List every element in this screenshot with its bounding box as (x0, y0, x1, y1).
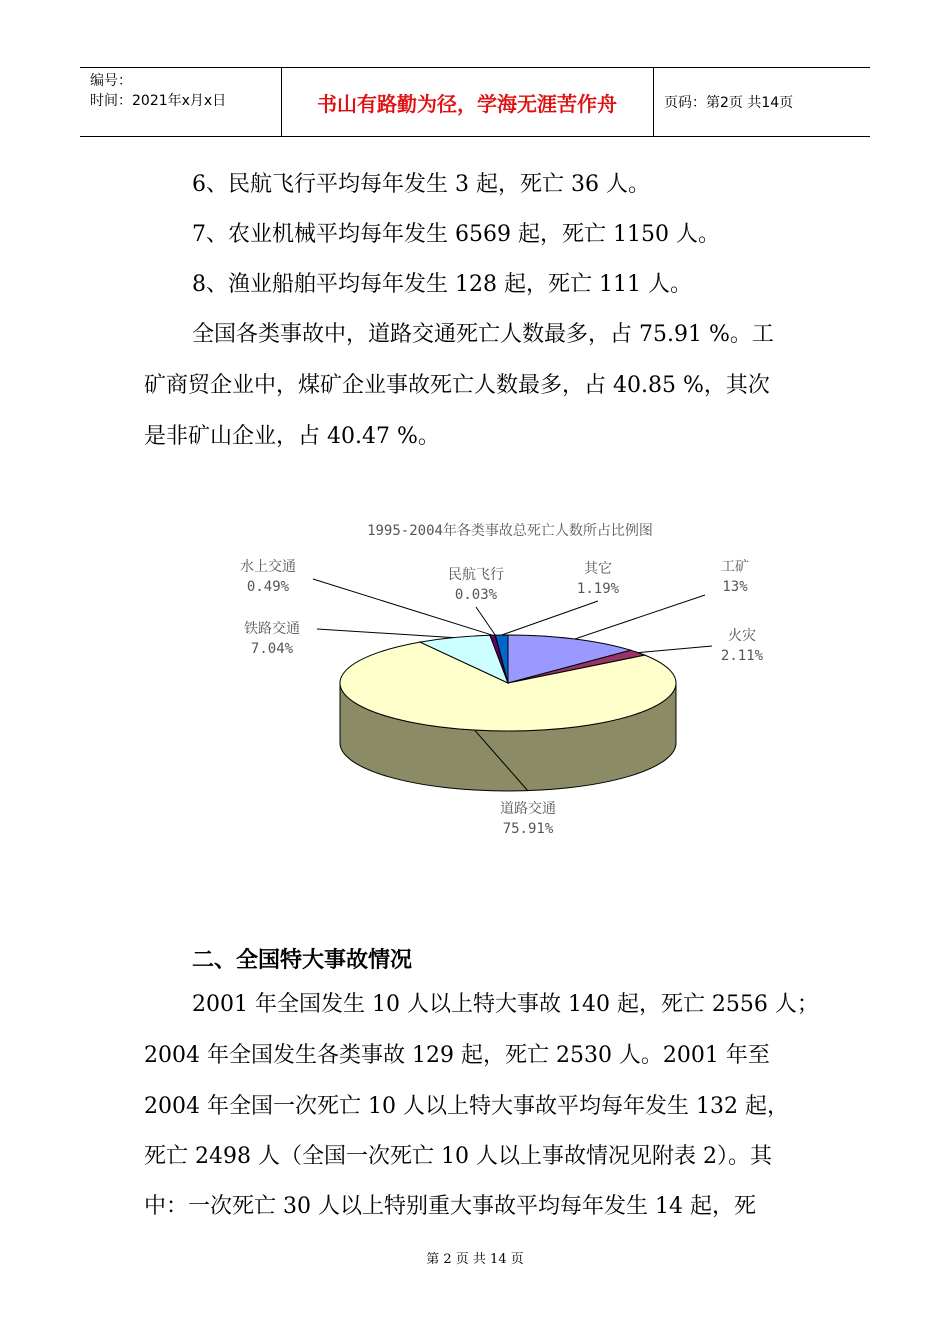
paragraph-summary-line: 是非矿山企业，占 40.47 %。 (144, 424, 440, 449)
section-line: 2004 年全国一次死亡 10 人以上特大事故平均每年发生 132 起， (144, 1094, 789, 1119)
paragraph-summary-line: 全国各类事故中，道路交通死亡人数最多，占 75.91 %。工 (192, 322, 774, 347)
section-line: 中：一次死亡 30 人以上特别重大事故平均每年发生 14 起，死 (144, 1194, 756, 1219)
pie-leader-line (638, 646, 712, 653)
pie-category-label: 其它 (584, 561, 612, 577)
pie-value-label: 7.04% (250, 641, 294, 657)
pie-value-label: 13% (722, 579, 748, 595)
chart-title: 1995-2004年各类事故总死亡人数所占比例图 (367, 523, 653, 539)
pie-category-label: 火灾 (728, 628, 756, 644)
pie-value-label: 2.11% (720, 648, 764, 664)
pie-chart (230, 515, 790, 855)
page-footer: 第 2 页 共 14 页 (426, 1252, 524, 1267)
header-left-cell (80, 68, 280, 136)
section-heading: 二、全国特大事故情况 (192, 948, 413, 973)
pie-category-label: 水上交通 (240, 559, 296, 575)
pie-category-label: 道路交通 (500, 801, 556, 817)
pie-value-label: 0.03% (454, 587, 498, 603)
pie-chart-svg (230, 515, 790, 855)
pie-category-label: 民航飞行 (448, 567, 504, 583)
header-motto: 书山有路勤为径，学海无涯苦作舟 (317, 91, 617, 116)
pie-value-label: 0.49% (246, 579, 290, 595)
pie-category-label: 铁路交通 (244, 621, 300, 637)
date-label: 时间：2021年x月x日 (90, 93, 227, 109)
pie-value-label: 75.91% (502, 821, 554, 837)
pie-leader-line (317, 629, 454, 638)
pie-leader-line (502, 601, 598, 635)
paragraph-item-8: 8、渔业船舶平均每年发生 128 起，死亡 111 人。 (192, 272, 692, 297)
paragraph-item-6: 6、民航飞行平均每年发生 3 起，死亡 36 人。 (192, 172, 650, 197)
header-divider (653, 68, 654, 136)
section-line: 2001 年全国发生 10 人以上特大事故 140 起，死亡 2556 人； (192, 992, 819, 1017)
paragraph-item-7: 7、农业机械平均每年发生 6569 起，死亡 1150 人。 (192, 222, 720, 247)
pie-category-label: 工矿 (721, 559, 749, 575)
pie-leader-line (575, 595, 705, 639)
pie-value-label: 1.19% (576, 581, 620, 597)
section-line: 2004 年全国发生各类事故 129 起，死亡 2530 人。2001 年至 (144, 1043, 770, 1068)
paragraph-summary-line: 矿商贸企业中，煤矿企业事故死亡人数最多，占 40.85 %，其次 (144, 373, 770, 398)
header-page-info: 页码：第2页 共14页 (664, 95, 794, 111)
number-label: 编号： (90, 73, 132, 89)
section-line: 死亡 2498 人（全国一次死亡 10 人以上事故情况见附表 2）。其 (144, 1144, 772, 1169)
page-header (80, 67, 870, 137)
